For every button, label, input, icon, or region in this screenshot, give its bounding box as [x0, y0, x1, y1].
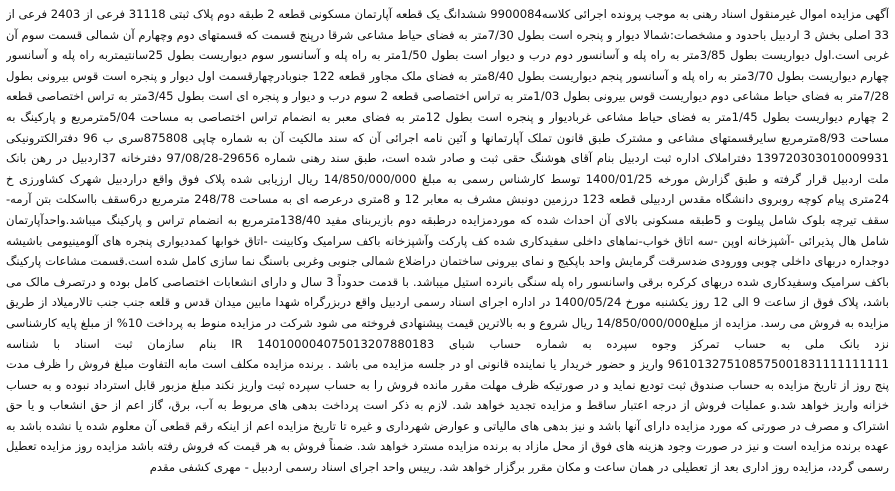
notice-body: آگهی مزایده اموال غیرمنقول اسناد رهنی به موجب پرونده اجرائی کلاسه9900084 ششدانگ یک قطعه آپارتمان مسکونی قطعه 2 طبقه دوم پلاک ثبتی 31118 فرعی از 2403 فرعی از 33 اصلی بخش 3 اردبیل باحدود و مشخصات:شمالا دیوار و پنجره است بطول 7/30متر به فضای حیاط مشاعی شرقا درپنج قسمت که قسمتهای دوم وچهارم آن شمالی قسمت سوم آن غربی است.اول دیواریست بطول 3/85متر به راه پله و آسانسور دوم درب و دیوار است بطول 1/50متر به راه پله و آسانسور سوم دیواریست بطول 25سانتیمتربه راه پله و آسانسور چهارم دیواریست بطول 3/70متر به راه پله و آسانسور پنجم دیواریست بطول 8/40متر به فضای ملک مجاور قطعه 122 جنوبادرچهارقسمت اول دیوار و پنجره است قوس بیرونی بطول 7/28متر به فضای حیاط مشاعی دوم دیواریست قوس بیرونی بطول 1/03متر به تراس اختصاصی قطعه 2 سوم درب و دیوار و پنجره ای است بطول 3/45متر به تراس اختصاصی قطعه 2 چهارم دیواریست بطول 1/45متر به فضای حیاط مشاعی غربادیوار و پنجره است بطول 12متر به فضای معبر به انضمام تراس اختصاصی به مساحت 5/04مترمربع و پارکینگ به مساحت 8/93مترمربع سایرقسمتهای مشاعی و مشترک طبق قانون تملک آپارتمانها و آئین نامه اجرائی آن که سند مالکیت آن به شماره چاپی 875808سری ب 96 دفترالکترونیکی 139720303010009931 دفتراملاک اداره ثبت اردبیل بنام آقای هوشنگ حقی ثبت و صادر شده است، طبق سند رهنی شماره 29656-97/08/28 دفترخانه 37اردبیل در رهن بانک ملت اردبیل قرار گرفته و طبق گزارش مورخه 1400/01/25 توسط کارشناس رسمی به مبلغ 14/850/000/000 ریال ارزیابی شده پلاک فوق واقع دراردبیل شهرک کشاورزی خ 24متری پیام کوچه روبروی دانشگاه مقدس اردبیلی قطعه 123 درزمین دونبش مشرف به معابر 12 و 8متری درعرصه ای به مساحت 248/78 مترمربع در6سقف بااسکلت بتن آرمه- سقف تیرچه بلوک شامل پیلوت و 5طبقه مسکونی بالای آن احداث شده که موردمزایده درطبقه دوم بازیربنای مفید 138/40مترمربع به انضمام تراس و پارکینگ میباشد.واحدآپارتمان شامل هال پذیرائی -آشپزخانه اوپن -سه اتاق خواب-نماهای داخلی سفیدکاری شده کف پارکت وآشپزخانه باکف سرامیک وکابینت -اتاق خوابها کمددیواری پنجره های آلومینیومی باشیشه دوجداره دربهای داخلی چوبی وورودی ضدسرقت گرمایش واحد باپکیج و نمای بیرونی ساختمان دراضلاع شمالی جنوبی وغربی باسنگ نما سازی کامل شده است.قسمت مشاعات پارکینگ باکف سرامیک وسفیدکاری شده دربهای کرکره برقی واسانسور راه پله سنگی بانرده استیل میباشد. با قدمت حدوداً 3 سال و دارای انشعابات اختصاصی کامل بوده و درتصرف مالک می باشد، پلاک فوق از ساعت 9 الی 12 روز یکشنبه مورخ 1400/05/24 در اداره اجرای اسناد رسمی اردبیل واقع دربزرگراه شهدا مابین میدان قدس و قلعه جنب جنب تالارمیلاد از طریق مزایده به فروش می رسد. مزایده از مبلغ14/850/000/000 ریال شروع و به بالاترین قیمت پیشنهادی فروخته می شود شرکت در مزایده منوط به پرداخت 10% از مبلغ پایه کارشناسی نزد بانک ملی به حساب تمرکز وجوه سپرده به شماره حساب شبای 140100004075013207880183 IR بنام سازمان ثبت اسناد با شناسه 961013275108575001831111111111 واریز و حضور خریدار یا نماینده قانونی او در جلسه مزایده می باشد . برنده مزایده مکلف است مابه التفاوت مبلغ فروش را ظرف مدت پنج روز از تاریخ مزایده به حساب صندوق ثبت تودیع نماید و در صورتیکه ظرف مهلت مقرر مانده فروش را به حساب سپرده ثبت واریز نکند مبلغ مزبور قابل استرداد نبوده و به حساب خزانه واریز خواهد شد.و عملیات فروش از درجه اعتبار ساقط و مزایده تجدید خواهد شد. لازم به ذکر است پرداخت بدهی های مربوط به آب، برق، گاز اعم از حق انشعاب و یا حق اشتراک و مصرف در صورتی که مورد مزایده دارای آنها باشد و نیز بدهی های مالیاتی و عوارض شهرداری و غیره تا تاریخ مزایده اعم از اینکه رقم قطعی آن معلوم شده یا نشده باشد به عهده برنده مزایده است و نیز در صورت وجود هزینه های فوق از محل مازاد به برنده مزایده مسترد خواهد شد. ضمناً فروش به هر قیمت که فروش رفته باشد مزایده روز مزایده تعطیل رسمی گردد، مزایده روز اداری بعد از تعطیلی در همان ساعت و مکان مقرر برگزار خواهد شد. رییس واحد اجرای اسناد رسمی اردبیل -	[6, 7, 889, 475]
auction-notice-text	[6, 4, 889, 487]
notice-signature: مهری کشفی مقدم	[149, 460, 241, 475]
